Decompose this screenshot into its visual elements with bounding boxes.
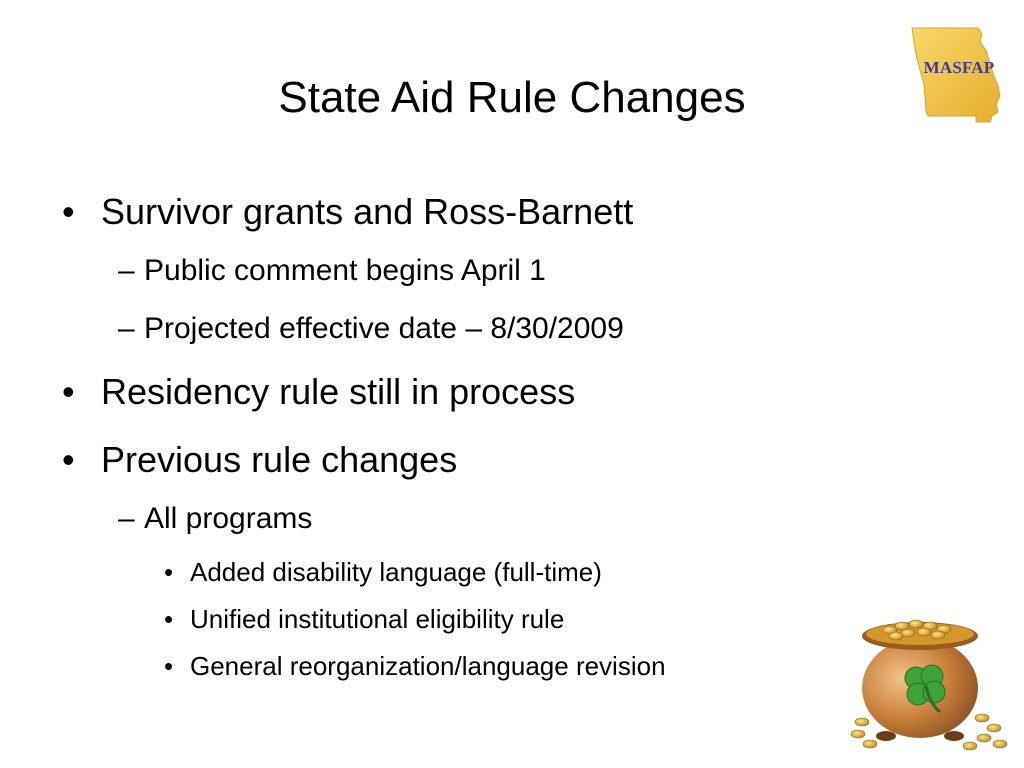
bullet-text: Added disability language (full-time) [190, 557, 602, 587]
bullet-text: All programs [144, 502, 313, 535]
bullet-marker: • [164, 557, 174, 587]
bullet-marker: • [164, 604, 174, 634]
bullet-text: Unified institutional eligibility rule [190, 604, 565, 634]
bullet-marker: • [164, 651, 174, 681]
bullet-text: Public comment begins April 1 [144, 254, 546, 287]
pot-of-gold-clover [844, 604, 1014, 754]
bullet-text: Residency rule still in process [101, 371, 576, 412]
bullet-marker: • [62, 439, 75, 480]
bullet-marker: – [118, 254, 135, 287]
bullet-marker: – [118, 312, 135, 345]
bullet-marker: • [62, 371, 75, 412]
bullet-marker: • [62, 191, 75, 232]
missouri-state-logo [906, 24, 1008, 128]
bullet-text: Projected effective date – 8/30/2009 [144, 312, 624, 345]
bullet-text: Previous rule changes [101, 439, 458, 480]
slide-title: State Aid Rule Changes [278, 73, 746, 122]
bullet-text: Survivor grants and Ross-Barnett [101, 191, 634, 232]
bullet-marker: – [118, 502, 135, 535]
bullet-text: General reorganization/language revision [190, 651, 666, 681]
logo-text: MASFAP [923, 58, 995, 77]
